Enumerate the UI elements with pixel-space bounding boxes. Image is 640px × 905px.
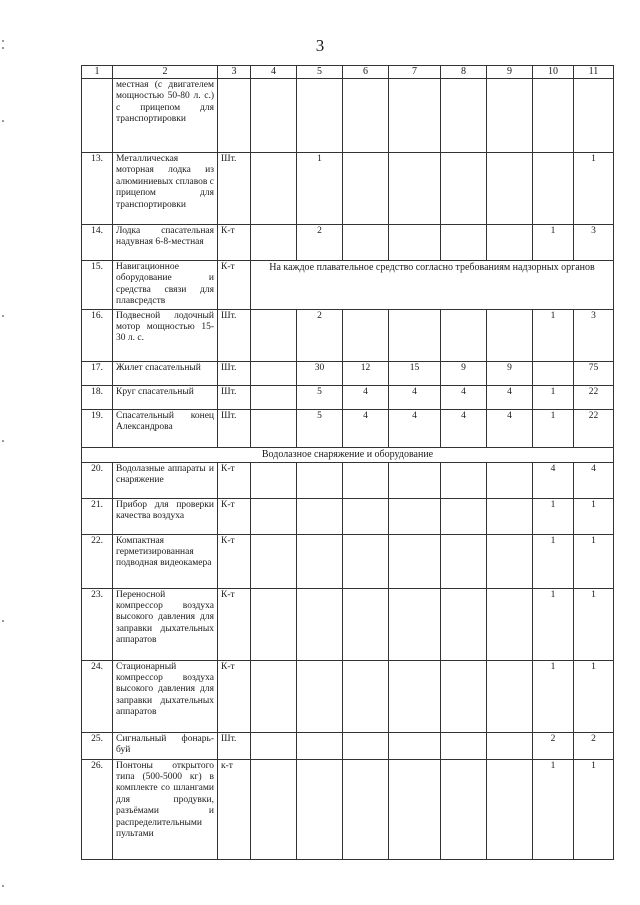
col-header: 2 — [113, 66, 218, 79]
value-cell: 1 — [574, 534, 614, 588]
value-cell — [389, 79, 441, 153]
value-cell: 4 — [441, 385, 487, 409]
unit-cell: Шт. — [218, 732, 251, 759]
value-cell — [297, 660, 343, 732]
table-row — [82, 309, 614, 361]
value-cell: 22 — [574, 385, 614, 409]
row-number: 15. — [82, 261, 113, 310]
value-cell: 4 — [441, 409, 487, 447]
item-name: Водолазные аппараты и снаряжение — [113, 462, 218, 498]
value-cell: 4 — [533, 462, 574, 498]
value-cell — [441, 79, 487, 153]
value-cell — [389, 309, 441, 361]
header-row — [82, 66, 614, 79]
unit-cell: К-т — [218, 534, 251, 588]
value-cell — [251, 732, 297, 759]
table-row — [82, 261, 614, 310]
table-row — [82, 153, 614, 225]
value-cell: 5 — [297, 385, 343, 409]
row-number: 21. — [82, 498, 113, 534]
value-cell: 1 — [574, 660, 614, 732]
value-cell — [389, 588, 441, 660]
value-cell — [343, 309, 389, 361]
item-name: Сигнальный фонарь-буй — [113, 732, 218, 759]
value-cell — [441, 309, 487, 361]
value-cell: 4 — [574, 462, 614, 498]
row-number: 18. — [82, 385, 113, 409]
item-name: Понтоны открытого типа (500-5000 кг) в комплекте со шлангами для продувки, разъёмами и распределительными пультами — [113, 759, 218, 859]
value-cell: 2 — [297, 225, 343, 261]
unit-cell: К-т — [218, 225, 251, 261]
table-row — [82, 79, 614, 153]
value-cell — [343, 534, 389, 588]
value-cell: 5 — [297, 409, 343, 447]
value-cell — [251, 385, 297, 409]
col-header: 3 — [218, 66, 251, 79]
value-cell — [389, 498, 441, 534]
value-cell — [251, 361, 297, 385]
col-header: 7 — [389, 66, 441, 79]
value-cell — [297, 462, 343, 498]
value-cell: 1 — [533, 588, 574, 660]
value-cell — [487, 153, 533, 225]
value-cell: 9 — [487, 361, 533, 385]
value-cell — [297, 498, 343, 534]
value-cell — [343, 153, 389, 225]
unit-cell: Шт. — [218, 153, 251, 225]
value-cell — [441, 225, 487, 261]
value-cell — [343, 225, 389, 261]
merged-note: На каждое плавательное средство согласно требованиям надзорных органов — [251, 261, 614, 310]
value-cell — [343, 732, 389, 759]
value-cell — [487, 79, 533, 153]
row-number: 26. — [82, 759, 113, 859]
unit-cell: к-т — [218, 759, 251, 859]
unit-cell — [218, 79, 251, 153]
value-cell: 1 — [533, 309, 574, 361]
col-header: 6 — [343, 66, 389, 79]
unit-cell: К-т — [218, 588, 251, 660]
value-cell: 12 — [343, 361, 389, 385]
col-header: 1 — [82, 66, 113, 79]
row-number: 16. — [82, 309, 113, 361]
value-cell — [297, 79, 343, 153]
value-cell — [533, 153, 574, 225]
col-header: 9 — [487, 66, 533, 79]
value-cell — [297, 732, 343, 759]
item-name: Навигационное оборудование и средства связи для плавсредств — [113, 261, 218, 310]
row-number: 19. — [82, 409, 113, 447]
unit-cell: К-т — [218, 462, 251, 498]
table-row — [82, 732, 614, 759]
item-name: Прибор для проверки качества воздуха — [113, 498, 218, 534]
value-cell — [343, 79, 389, 153]
value-cell — [251, 534, 297, 588]
table-row — [82, 588, 614, 660]
value-cell — [343, 759, 389, 859]
table-row — [82, 534, 614, 588]
value-cell — [251, 498, 297, 534]
value-cell: 1 — [533, 498, 574, 534]
value-cell: 3 — [574, 309, 614, 361]
value-cell — [441, 153, 487, 225]
value-cell — [574, 79, 614, 153]
table-row — [82, 498, 614, 534]
value-cell — [251, 153, 297, 225]
value-cell — [251, 462, 297, 498]
value-cell — [441, 498, 487, 534]
value-cell — [251, 309, 297, 361]
value-cell — [487, 462, 533, 498]
value-cell — [487, 309, 533, 361]
value-cell: 4 — [343, 409, 389, 447]
value-cell: 30 — [297, 361, 343, 385]
equipment-table — [81, 65, 614, 860]
value-cell — [533, 361, 574, 385]
value-cell: 3 — [574, 225, 614, 261]
value-cell: 1 — [533, 409, 574, 447]
row-number: 13. — [82, 153, 113, 225]
value-cell — [389, 153, 441, 225]
table-row — [82, 385, 614, 409]
row-number: 20. — [82, 462, 113, 498]
value-cell — [343, 588, 389, 660]
value-cell — [389, 759, 441, 859]
col-header: 8 — [441, 66, 487, 79]
value-cell: 4 — [389, 409, 441, 447]
unit-cell: Шт. — [218, 361, 251, 385]
value-cell — [441, 660, 487, 732]
item-name: Стационарный компрессор воздуха высокого давления для заправки дыхательных аппаратов — [113, 660, 218, 732]
col-header: 10 — [533, 66, 574, 79]
value-cell — [251, 79, 297, 153]
item-name: местная (с двигателем мощностью 50-80 л. с.) с прицепом для транспортировки — [113, 79, 218, 153]
table-row — [82, 361, 614, 385]
value-cell — [487, 759, 533, 859]
value-cell — [389, 732, 441, 759]
value-cell — [297, 588, 343, 660]
scan-margin-dots — [2, 0, 10, 905]
table-row — [82, 409, 614, 447]
row-number: 14. — [82, 225, 113, 261]
value-cell: 1 — [574, 759, 614, 859]
unit-cell: Шт. — [218, 409, 251, 447]
value-cell — [251, 225, 297, 261]
value-cell: 1 — [574, 498, 614, 534]
row-number: 22. — [82, 534, 113, 588]
unit-cell: Шт. — [218, 309, 251, 361]
value-cell — [487, 498, 533, 534]
value-cell: 1 — [574, 588, 614, 660]
value-cell: 1 — [533, 385, 574, 409]
col-header: 5 — [297, 66, 343, 79]
item-name: Спасательный конец Александрова — [113, 409, 218, 447]
unit-cell: Шт. — [218, 385, 251, 409]
value-cell: 1 — [297, 153, 343, 225]
value-cell: 2 — [297, 309, 343, 361]
value-cell: 2 — [533, 732, 574, 759]
value-cell — [441, 534, 487, 588]
item-name: Круг спасательный — [113, 385, 218, 409]
table-row — [82, 462, 614, 498]
row-number: 24. — [82, 660, 113, 732]
value-cell: 4 — [487, 409, 533, 447]
value-cell — [487, 588, 533, 660]
value-cell: 1 — [574, 153, 614, 225]
value-cell — [441, 588, 487, 660]
value-cell: 1 — [533, 660, 574, 732]
value-cell: 1 — [533, 225, 574, 261]
value-cell — [487, 732, 533, 759]
value-cell — [343, 660, 389, 732]
value-cell — [343, 498, 389, 534]
value-cell — [487, 225, 533, 261]
value-cell — [487, 534, 533, 588]
value-cell — [389, 534, 441, 588]
value-cell: 15 — [389, 361, 441, 385]
value-cell — [389, 660, 441, 732]
table-row — [82, 759, 614, 859]
item-name: Переносной компрессор воздуха высокого давления для заправки дыхательных аппаратов — [113, 588, 218, 660]
value-cell: 1 — [533, 534, 574, 588]
value-cell — [343, 462, 389, 498]
table-row — [82, 660, 614, 732]
table-row — [82, 225, 614, 261]
row-number: 17. — [82, 361, 113, 385]
value-cell — [389, 225, 441, 261]
value-cell — [297, 534, 343, 588]
value-cell — [441, 759, 487, 859]
value-cell — [441, 732, 487, 759]
item-name: Компактная герметизированная подводная видеокамера — [113, 534, 218, 588]
item-name: Металлическая моторная лодка из алюминиевых сплавов с прицепом для транспортировки — [113, 153, 218, 225]
value-cell: 22 — [574, 409, 614, 447]
row-number — [82, 79, 113, 153]
value-cell — [441, 462, 487, 498]
value-cell: 4 — [389, 385, 441, 409]
col-header: 11 — [574, 66, 614, 79]
value-cell: 4 — [487, 385, 533, 409]
value-cell — [251, 588, 297, 660]
value-cell — [251, 409, 297, 447]
value-cell — [533, 79, 574, 153]
section-heading: Водолазное снаряжение и оборудование — [82, 447, 614, 462]
page-number: 3 — [315, 36, 325, 55]
item-name: Подвесной лодочный мотор мощностью 15-30 л. с. — [113, 309, 218, 361]
value-cell — [389, 462, 441, 498]
unit-cell: К-т — [218, 261, 251, 310]
value-cell — [251, 660, 297, 732]
row-number: 25. — [82, 732, 113, 759]
unit-cell: К-т — [218, 660, 251, 732]
value-cell: 2 — [574, 732, 614, 759]
col-header: 4 — [251, 66, 297, 79]
value-cell — [251, 759, 297, 859]
section-row — [82, 447, 614, 462]
value-cell: 1 — [533, 759, 574, 859]
unit-cell: К-т — [218, 498, 251, 534]
value-cell — [487, 660, 533, 732]
value-cell: 4 — [343, 385, 389, 409]
item-name: Жилет спасательный — [113, 361, 218, 385]
value-cell — [297, 759, 343, 859]
row-number: 23. — [82, 588, 113, 660]
value-cell: 75 — [574, 361, 614, 385]
item-name: Лодка спасательная надувная 6-8-местная — [113, 225, 218, 261]
value-cell: 9 — [441, 361, 487, 385]
